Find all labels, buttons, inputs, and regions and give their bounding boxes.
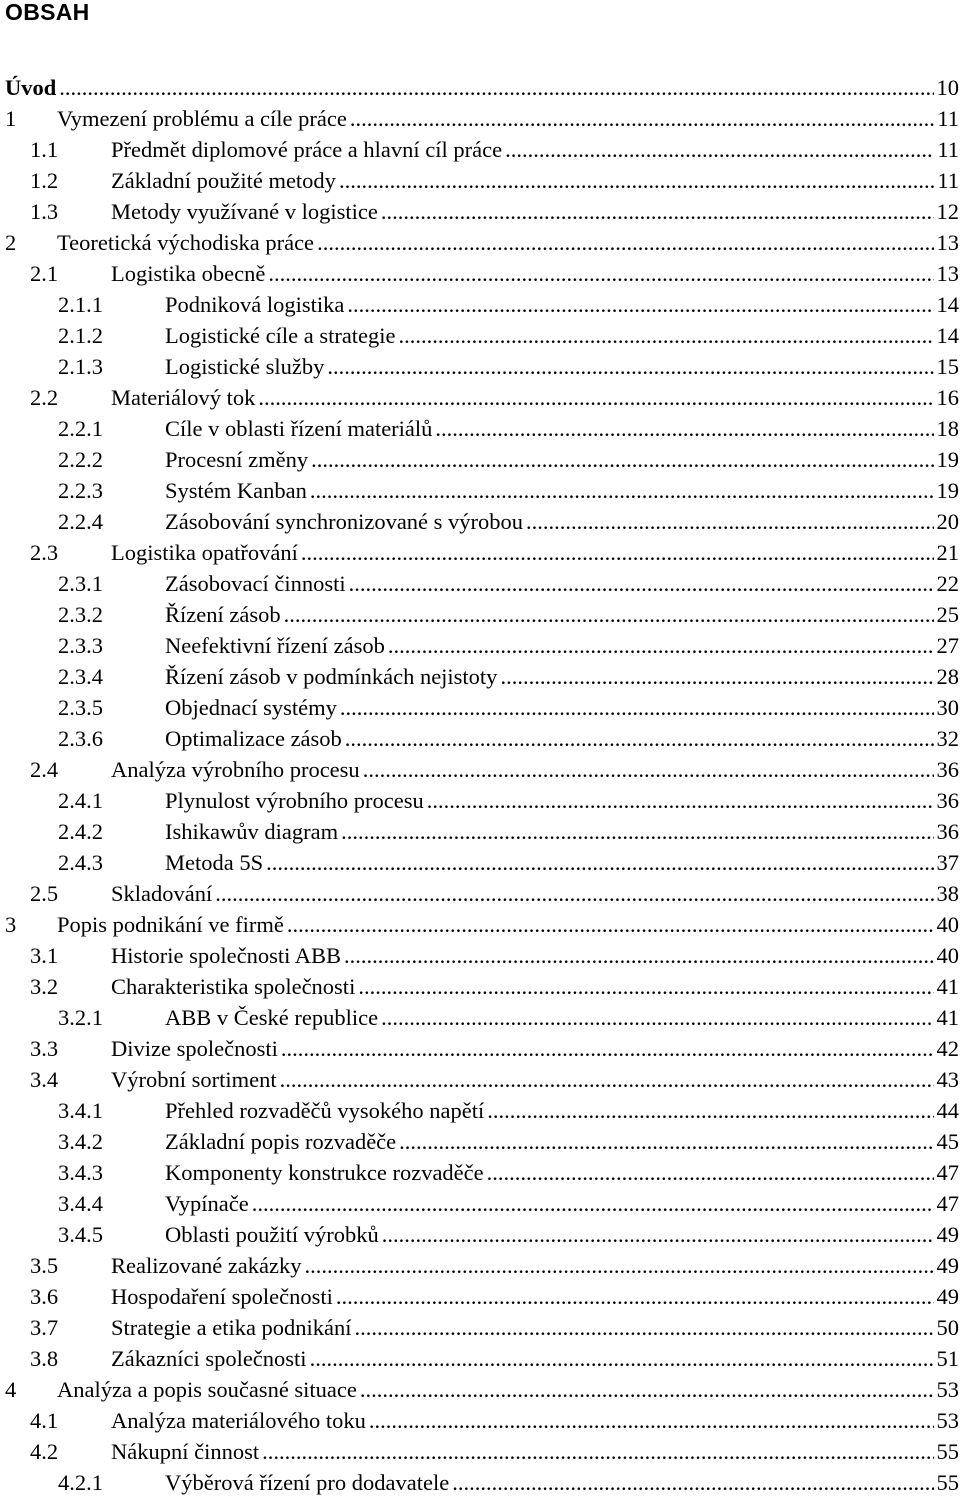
toc-dot-leader [500, 661, 933, 692]
toc-dot-leader [344, 940, 934, 971]
toc-entry-number: 2.4.2 [58, 819, 103, 844]
toc-entry-page-number: 36 [936, 757, 959, 782]
toc-entry-page-number: 19 [936, 447, 959, 472]
toc-dot-leader [347, 289, 933, 320]
toc-entry-page-number: 32 [936, 726, 959, 751]
toc-dot-leader [427, 785, 934, 816]
toc-dot-leader [327, 351, 933, 382]
toc-entry[interactable] [0, 1405, 960, 1436]
toc-entry-number: 4.1 [30, 1408, 59, 1433]
toc-dot-leader [360, 1374, 934, 1405]
toc-entry-number: 2.4.1 [58, 788, 103, 813]
toc-entry-number: 2.2.4 [58, 509, 103, 534]
toc-entry-number: 2.3.6 [58, 726, 103, 751]
toc-entry-number: 3.1 [30, 943, 59, 968]
toc-dot-leader [435, 413, 933, 444]
toc-dot-leader [340, 692, 934, 723]
toc-entry[interactable] [0, 1219, 960, 1250]
toc-entry-title: Plynulost výrobního procesu [165, 788, 424, 813]
toc-entry-page-number: 10 [936, 75, 959, 100]
toc-entry-number: 3.6 [30, 1284, 59, 1309]
toc-entry-number: 2.4.3 [58, 850, 103, 875]
toc-dot-leader [399, 320, 934, 351]
toc-dot-leader [349, 568, 934, 599]
toc-entry-page-number: 12 [936, 199, 959, 224]
toc-entry-number: 2.3.2 [58, 602, 103, 627]
toc-dot-leader [281, 1033, 934, 1064]
toc-entry[interactable] [0, 568, 960, 599]
toc-entry-title: Objednací systémy [165, 695, 337, 720]
toc-entry-page-number: 53 [936, 1377, 959, 1402]
toc-entry-number: 3 [5, 912, 17, 937]
toc-entry-title: Výrobní sortiment [111, 1067, 277, 1092]
toc-entry-page-number: 13 [936, 261, 959, 286]
toc-entry-number: 1.3 [30, 199, 59, 224]
toc-entry[interactable] [0, 1064, 960, 1095]
toc-entry-page-number: 28 [936, 664, 959, 689]
toc-entry-number: 3.3 [30, 1036, 59, 1061]
toc-dot-leader [262, 1436, 933, 1467]
toc-dot-leader [280, 1064, 934, 1095]
toc-dot-leader [369, 1405, 934, 1436]
toc-entry[interactable] [0, 537, 960, 568]
toc-dot-leader [381, 1002, 933, 1033]
toc-dot-leader [487, 1095, 933, 1126]
toc-entry[interactable] [0, 1343, 960, 1374]
toc-entry-title: Podniková logistika [165, 292, 345, 317]
toc-entry-page-number: 53 [936, 1408, 959, 1433]
toc-entry[interactable] [0, 444, 960, 475]
toc-entry[interactable] [0, 847, 960, 878]
toc-entry[interactable] [0, 599, 960, 630]
toc-entry-title: Zásobovací činnosti [165, 571, 346, 596]
toc-entry-number: 2.3.4 [58, 664, 103, 689]
toc-entry-title: Ishikawův diagram [165, 819, 339, 844]
toc-dot-leader [336, 1281, 934, 1312]
toc-entry-page-number: 44 [936, 1098, 959, 1123]
toc-entry-title: Zákazníci společnosti [111, 1346, 307, 1371]
toc-entry-title: Řízení zásob v podmínkách nejistoty [165, 664, 498, 689]
toc-entry[interactable] [0, 723, 960, 754]
page-heading: OBSAH [5, 0, 90, 25]
toc-entry-number: 2.3.5 [58, 695, 103, 720]
table-of-contents [0, 72, 960, 1498]
toc-entry[interactable] [0, 1250, 960, 1281]
toc-dot-leader [311, 444, 933, 475]
toc-entry[interactable] [0, 196, 960, 227]
toc-entry-number: 2.4 [30, 757, 59, 782]
toc-entry[interactable] [0, 103, 960, 134]
toc-entry-title: Materiálový tok [111, 385, 256, 410]
toc-entry[interactable] [0, 1312, 960, 1343]
toc-entry-title: Vypínače [165, 1191, 249, 1216]
toc-dot-leader [301, 537, 934, 568]
toc-entry[interactable] [0, 413, 960, 444]
toc-entry[interactable] [0, 971, 960, 1002]
toc-dot-leader [317, 227, 933, 258]
toc-entry-number: 2.3.3 [58, 633, 103, 658]
toc-entry[interactable] [0, 878, 960, 909]
toc-entry[interactable] [0, 72, 960, 103]
toc-entry-page-number: 18 [936, 416, 959, 441]
toc-dot-leader [59, 72, 933, 103]
toc-entry[interactable] [0, 134, 960, 165]
toc-dot-leader [350, 103, 934, 134]
toc-entry-page-number: 19 [936, 478, 959, 503]
toc-entry-page-number: 42 [936, 1036, 959, 1061]
toc-dot-leader [284, 599, 934, 630]
toc-entry-title: Procesní změny [165, 447, 309, 472]
toc-entry-page-number: 25 [936, 602, 959, 627]
toc-entry-number: 4.2 [30, 1439, 59, 1464]
toc-entry[interactable] [0, 1157, 960, 1188]
toc-entry-page-number: 55 [936, 1439, 959, 1464]
toc-entry-title: Optimalizace zásob [165, 726, 342, 751]
toc-entry-title: Charakteristika společnosti [111, 974, 356, 999]
toc-entry-title: Divize společnosti [111, 1036, 278, 1061]
toc-entry[interactable] [0, 165, 960, 196]
toc-entry-title: Systém Kanban [165, 478, 307, 503]
toc-entry-title: Logistické cíle a strategie [165, 323, 396, 348]
toc-entry-number: 2.1.2 [58, 323, 103, 348]
toc-entry[interactable] [0, 1126, 960, 1157]
toc-entry-number: 3.4.4 [58, 1191, 103, 1216]
toc-entry[interactable] [0, 940, 960, 971]
toc-entry-title: Analýza a popis současné situace [57, 1377, 357, 1402]
toc-entry-number: 1 [5, 106, 17, 131]
toc-entry-title: Hospodaření společnosti [111, 1284, 333, 1309]
toc-entry[interactable] [0, 1374, 960, 1405]
toc-entry-number: 3.2 [30, 974, 59, 999]
toc-entry-page-number: 11 [937, 137, 959, 162]
toc-entry-page-number: 55 [936, 1470, 959, 1495]
toc-entry-title: Historie společnosti ABB [111, 943, 341, 968]
toc-entry[interactable] [0, 816, 960, 847]
toc-entry-page-number: 11 [937, 168, 959, 193]
toc-entry[interactable] [0, 661, 960, 692]
toc-entry-title: Analýza výrobního procesu [111, 757, 360, 782]
toc-entry-number: 4.2.1 [58, 1470, 103, 1495]
toc-entry-page-number: 40 [936, 912, 959, 937]
toc-entry-number: 3.7 [30, 1315, 59, 1340]
toc-dot-leader [341, 816, 933, 847]
toc-entry-page-number: 38 [936, 881, 959, 906]
toc-entry-title: Zásobování synchronizované s výrobou [165, 509, 524, 534]
toc-entry[interactable] [0, 692, 960, 723]
toc-entry-page-number: 27 [936, 633, 959, 658]
toc-entry-page-number: 36 [936, 819, 959, 844]
toc-entry-page-number: 40 [936, 943, 959, 968]
toc-entry-page-number: 49 [936, 1222, 959, 1247]
toc-entry-number: 2.2 [30, 385, 59, 410]
toc-dot-leader [339, 165, 934, 196]
toc-dot-leader [526, 506, 933, 537]
toc-entry-title: Realizované zakázky [111, 1253, 302, 1278]
toc-entry-number: 2.2.1 [58, 416, 103, 441]
toc-entry-page-number: 11 [937, 106, 959, 131]
toc-entry-page-number: 14 [936, 292, 959, 317]
toc-entry-page-number: 37 [936, 850, 959, 875]
toc-entry-title: Strategie a etika podnikání [111, 1315, 352, 1340]
toc-entry-number: 2.5 [30, 881, 59, 906]
toc-entry-title: Cíle v oblasti řízení materiálů [165, 416, 433, 441]
toc-entry-page-number: 30 [936, 695, 959, 720]
toc-dot-leader [258, 382, 933, 413]
toc-entry-page-number: 15 [936, 354, 959, 379]
toc-dot-leader [268, 258, 933, 289]
toc-entry[interactable] [0, 1188, 960, 1219]
toc-entry-number: 2 [5, 230, 17, 255]
toc-entry-title: Neefektivní řízení zásob [165, 633, 385, 658]
toc-entry-number: 3.4.5 [58, 1222, 103, 1247]
toc-entry-number: 2.1.1 [58, 292, 103, 317]
toc-entry-title: Logistika obecně [111, 261, 266, 286]
toc-entry-title: Úvod [5, 75, 57, 100]
toc-dot-leader [345, 723, 934, 754]
toc-entry-number: 3.8 [30, 1346, 59, 1371]
toc-entry[interactable] [0, 289, 960, 320]
toc-entry-page-number: 45 [936, 1129, 959, 1154]
toc-entry-number: 2.2.3 [58, 478, 103, 503]
toc-dot-leader [399, 1126, 933, 1157]
toc-entry[interactable] [0, 1095, 960, 1126]
toc-entry-page-number: 47 [936, 1191, 959, 1216]
toc-entry[interactable] [0, 475, 960, 506]
toc-entry-page-number: 41 [936, 974, 959, 999]
toc-entry[interactable] [0, 1033, 960, 1064]
toc-dot-leader [388, 630, 934, 661]
toc-dot-leader [381, 196, 934, 227]
toc-entry-title: Oblasti použití výrobků [165, 1222, 379, 1247]
toc-dot-leader [505, 134, 934, 165]
toc-entry-page-number: 51 [936, 1346, 959, 1371]
toc-entry-number: 2.3 [30, 540, 59, 565]
toc-entry-page-number: 41 [936, 1005, 959, 1030]
toc-entry-number: 1.2 [30, 168, 59, 193]
toc-entry[interactable] [0, 1436, 960, 1467]
toc-entry-title: Logistické služby [165, 354, 325, 379]
toc-dot-leader [452, 1467, 933, 1498]
toc-entry-page-number: 16 [936, 385, 959, 410]
toc-entry-title: Skladování [111, 881, 213, 906]
toc-dot-leader [382, 1219, 934, 1250]
toc-entry-page-number: 36 [936, 788, 959, 813]
toc-entry-number: 2.3.1 [58, 571, 103, 596]
toc-entry-page-number: 22 [936, 571, 959, 596]
toc-entry[interactable] [0, 382, 960, 413]
toc-entry-number: 3.5 [30, 1253, 59, 1278]
toc-dot-leader [266, 847, 933, 878]
toc-entry[interactable] [0, 630, 960, 661]
toc-entry[interactable] [0, 754, 960, 785]
toc-entry-title: Metody využívané v logistice [111, 199, 378, 224]
toc-entry-title: ABB v České republice [165, 1005, 379, 1030]
toc-dot-leader [358, 971, 933, 1002]
toc-entry-title: Popis podnikání ve firmě [57, 912, 284, 937]
toc-entry-page-number: 50 [936, 1315, 959, 1340]
toc-entry-number: 1.1 [30, 137, 59, 162]
toc-entry-number: 2.1.3 [58, 354, 103, 379]
toc-dot-leader [487, 1157, 934, 1188]
toc-entry[interactable] [0, 785, 960, 816]
toc-entry-page-number: 20 [936, 509, 959, 534]
toc-entry[interactable] [0, 227, 960, 258]
toc-dot-leader [287, 909, 934, 940]
toc-entry-number: 2.1 [30, 261, 59, 286]
toc-entry-title: Řízení zásob [165, 602, 281, 627]
toc-entry[interactable] [0, 258, 960, 289]
toc-entry-title: Nákupní činnost [111, 1439, 260, 1464]
toc-entry-page-number: 21 [936, 540, 959, 565]
toc-entry-title: Metoda 5S [165, 850, 264, 875]
toc-entry-number: 4 [5, 1377, 17, 1402]
toc-entry-number: 3.4 [30, 1067, 59, 1092]
toc-entry-page-number: 47 [936, 1160, 959, 1185]
toc-dot-leader [310, 475, 934, 506]
toc-dot-leader [355, 1312, 934, 1343]
toc-entry-number: 3.2.1 [58, 1005, 103, 1030]
toc-entry-page-number: 49 [936, 1253, 959, 1278]
toc-entry[interactable] [0, 1467, 960, 1498]
toc-entry-page-number: 14 [936, 323, 959, 348]
toc-entry-title: Analýza materiálového toku [111, 1408, 366, 1433]
toc-entry-title: Výběrová řízení pro dodavatele [165, 1470, 450, 1495]
toc-dot-leader [215, 878, 933, 909]
toc-entry-page-number: 13 [936, 230, 959, 255]
toc-entry-title: Přehled rozvaděčů vysokého napětí [165, 1098, 485, 1123]
toc-entry-title: Základní popis rozvaděče [165, 1129, 397, 1154]
toc-entry-page-number: 43 [936, 1067, 959, 1092]
toc-entry-number: 2.2.2 [58, 447, 103, 472]
toc-entry[interactable] [0, 1281, 960, 1312]
toc-entry[interactable] [0, 909, 960, 940]
toc-entry-title: Vymezení problému a cíle práce [57, 106, 347, 131]
toc-entry[interactable] [0, 1002, 960, 1033]
toc-entry-title: Předmět diplomové práce a hlavní cíl práce [111, 137, 503, 162]
toc-entry[interactable] [0, 351, 960, 382]
toc-entry-title: Logistika opatřování [111, 540, 298, 565]
toc-entry-number: 3.4.3 [58, 1160, 103, 1185]
toc-entry-title: Komponenty konstrukce rozvaděče [165, 1160, 484, 1185]
toc-dot-leader [305, 1250, 934, 1281]
toc-dot-leader [252, 1188, 934, 1219]
toc-entry[interactable] [0, 320, 960, 351]
toc-entry-title: Teoretická východiska práce [57, 230, 315, 255]
toc-entry-number: 3.4.2 [58, 1129, 103, 1154]
toc-dot-leader [310, 1343, 934, 1374]
toc-entry-page-number: 49 [936, 1284, 959, 1309]
toc-dot-leader [363, 754, 934, 785]
toc-entry[interactable] [0, 506, 960, 537]
toc-entry-title: Základní použité metody [111, 168, 336, 193]
toc-entry-number: 3.4.1 [58, 1098, 103, 1123]
